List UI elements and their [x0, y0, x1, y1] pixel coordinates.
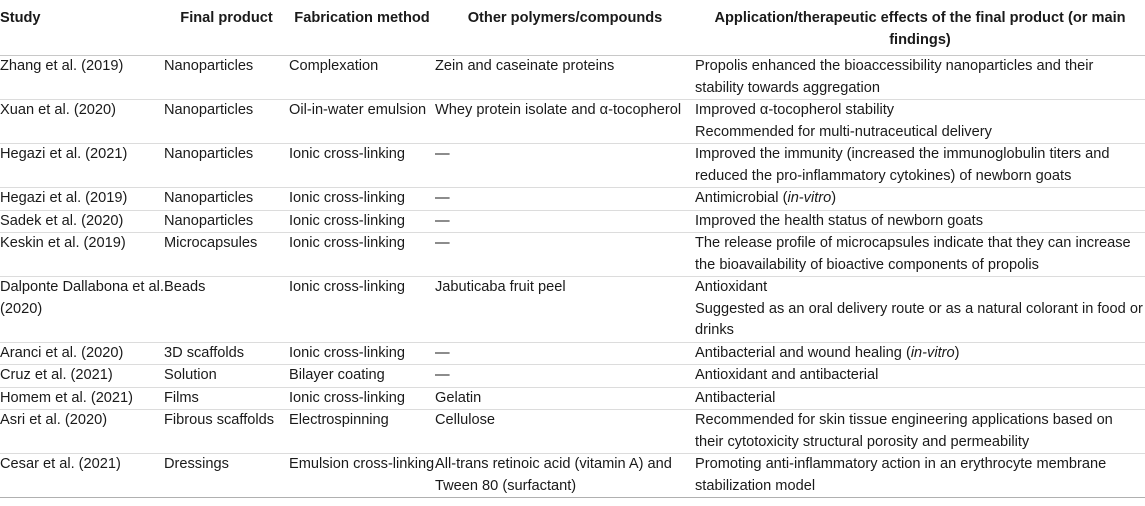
effect-line: Antioxidant	[695, 279, 768, 295]
table-row	[0, 188, 1145, 211]
study-cell: Keskin et al. (2019)	[0, 235, 126, 251]
final-product-cell: Dressings	[164, 456, 229, 472]
effect-line: Improved α-tocopherol stability	[695, 102, 895, 118]
study-cell: Homem et al. (2021)	[0, 389, 134, 406]
study-cell: Hegazi et al. (2019)	[0, 190, 128, 206]
effect-text: Antimicrobial (	[695, 190, 788, 206]
final-product-cell: Solution	[164, 367, 217, 383]
table-body	[0, 56, 1145, 498]
study-cell: Asri et al. (2020)	[0, 412, 108, 428]
fabrication-method-cell: Ionic cross-linking	[289, 389, 405, 406]
final-product-cell: Microcapsules	[164, 235, 258, 251]
fabrication-method-cell: Ionic cross-linking	[289, 212, 405, 229]
effects-cell	[695, 210, 1145, 233]
table-row	[0, 387, 1145, 410]
final-product-cell: Nanoparticles	[164, 102, 254, 118]
table-row	[0, 233, 1145, 277]
table-row	[0, 144, 1145, 188]
study-cell: Cruz et al. (2021)	[0, 367, 113, 383]
effects-cell	[695, 387, 1145, 410]
study-cell: Sadek et al. (2020)	[0, 212, 124, 229]
final-product-cell: Films	[164, 389, 199, 406]
table-row	[0, 277, 1145, 343]
study-cell: Zhang et al. (2019)	[0, 58, 124, 74]
other-compounds-cell: All-trans retinoic acid (vitamin A) and Tween 80 (surfactant)	[435, 456, 672, 494]
other-compounds-cell: —	[435, 146, 450, 162]
other-compounds-cell: Cellulose	[435, 412, 496, 428]
fabrication-method-cell: Complexation	[289, 58, 379, 74]
fabrication-method-cell: Electrospinning	[289, 412, 389, 428]
effect-line: Improved the immunity (increased the immunoglobulin titers and reduced the pro-inflammatory cytokines) of newborn goats	[695, 146, 1110, 184]
effect-line: The release profile of microcapsules indicate that they can increase the bioavailability of bioactive components of propolis	[695, 235, 1131, 273]
study-cell: Hegazi et al. (2021)	[0, 146, 128, 162]
table-row	[0, 56, 1145, 100]
effect-line: Improved the health status of newborn goats	[695, 212, 983, 229]
study-cell: Cesar et al. (2021)	[0, 456, 121, 472]
effects-cell	[695, 365, 1145, 388]
effect-line: Antioxidant and antibacterial	[695, 367, 879, 383]
effects-cell	[695, 56, 1145, 100]
other-compounds-cell: —	[435, 212, 450, 229]
table-row	[0, 210, 1145, 233]
fabrication-method-cell: Ionic cross-linking	[289, 279, 405, 295]
effect-text-end: )	[954, 344, 960, 361]
fabrication-method-cell: Ionic cross-linking	[289, 190, 405, 206]
effects-cell	[695, 233, 1145, 277]
final-product-cell: Nanoparticles	[164, 212, 254, 229]
effect-line: Recommended for multi-nutraceutical delivery	[695, 123, 992, 140]
effect-line: Promoting anti-inflammatory action in an erythrocyte membrane stabilization model	[695, 456, 1107, 494]
effects-cell	[695, 454, 1145, 498]
fabrication-method-cell: Bilayer coating	[289, 367, 385, 383]
other-compounds-cell: Zein and caseinate proteins	[435, 58, 615, 74]
final-product-cell: Nanoparticles	[164, 58, 254, 74]
study-cell: Dalponte Dallabona et al. (2020)	[0, 279, 164, 317]
other-compounds-cell: —	[435, 235, 450, 251]
effect-emphasis: in-vitro	[910, 344, 955, 361]
effects-cell	[695, 100, 1145, 144]
fabrication-method-cell: Ionic cross-linking	[289, 344, 405, 361]
final-product-cell: Nanoparticles	[164, 190, 254, 206]
other-compounds-cell: Jabuticaba fruit peel	[435, 279, 566, 295]
table-row	[0, 410, 1145, 454]
table-row	[0, 100, 1145, 144]
fabrication-method-cell: Oil-in-water emulsion	[289, 102, 427, 118]
effect-text-end: )	[831, 190, 837, 206]
header-other-compounds: Other polymers/compounds	[435, 0, 695, 56]
effect-line: Suggested as an oral delivery route or as a natural colorant in food or drinks	[695, 300, 1143, 338]
effects-cell	[695, 188, 1145, 211]
effect-line: Antibacterial	[695, 389, 776, 406]
header-fabrication-method: Fabrication method	[289, 0, 435, 56]
final-product-cell: 3D scaffolds	[164, 344, 245, 361]
header-row	[0, 0, 1145, 56]
other-compounds-cell: —	[435, 367, 450, 383]
effect-emphasis: in-vitro	[787, 190, 832, 206]
effects-cell	[695, 144, 1145, 188]
effects-cell	[695, 342, 1145, 365]
final-product-cell: Nanoparticles	[164, 146, 254, 162]
effect-line: Recommended for skin tissue engineering applications based on their cytotoxicity structural porosity and permeability	[695, 412, 1113, 450]
fabrication-method-cell: Emulsion cross-linking	[289, 456, 435, 472]
fabrication-method-cell: Ionic cross-linking	[289, 146, 405, 162]
effect-text: Antibacterial and wound healing (	[695, 344, 911, 361]
table-row	[0, 454, 1145, 498]
final-product-cell: Beads	[164, 279, 206, 295]
table-row	[0, 365, 1145, 388]
other-compounds-cell: —	[435, 190, 450, 206]
table-row	[0, 342, 1145, 365]
header-application-effects: Application/therapeutic effects of the final product (or main findings)	[695, 0, 1145, 56]
fabrication-method-cell: Ionic cross-linking	[289, 235, 405, 251]
study-cell: Aranci et al. (2020)	[0, 344, 124, 361]
effects-cell	[695, 410, 1145, 454]
other-compounds-cell: —	[435, 344, 450, 361]
effect-line: Propolis enhanced the bioaccessibility nanoparticles and their stability towards aggregation	[695, 58, 1094, 96]
other-compounds-cell: Gelatin	[435, 389, 482, 406]
other-compounds-cell: Whey protein isolate and α-tocopherol	[435, 102, 682, 118]
header-study: Study	[0, 0, 164, 56]
header-final-product: Final product	[164, 0, 289, 56]
study-cell: Xuan et al. (2020)	[0, 102, 117, 118]
final-product-cell: Fibrous scaffolds	[164, 412, 275, 428]
effects-cell	[695, 277, 1145, 343]
